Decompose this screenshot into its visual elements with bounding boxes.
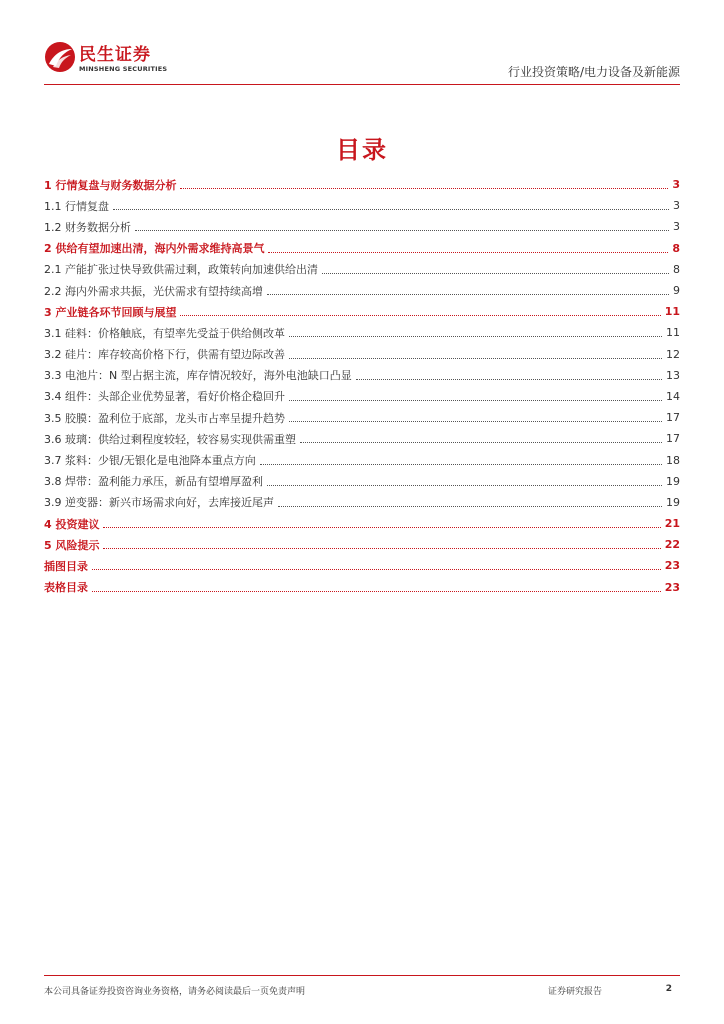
- toc-entry-label: 2.1 产能扩张过快导致供需过剩，政策转向加速供给出清: [44, 263, 318, 277]
- toc-entry-label: 3.1 硅料：价格触底，有望率先受益于供给侧改革: [44, 326, 285, 340]
- toc-entry-page: 13: [666, 368, 680, 382]
- toc-entry-label: 1.1 行情复盘: [44, 199, 109, 213]
- toc-leader-dots: [135, 230, 669, 231]
- toc-entry-page: 11: [664, 305, 680, 319]
- toc-entry-page: 9: [673, 284, 680, 298]
- minsheng-logo-icon: [44, 40, 76, 74]
- toc-leader-dots: [267, 485, 662, 486]
- toc-entry[interactable]: [44, 534, 680, 555]
- toc-entry[interactable]: [44, 471, 680, 492]
- toc-entry-label: 1.2 财务数据分析: [44, 220, 131, 234]
- toc-entry-page: 11: [666, 326, 680, 340]
- toc-leader-dots: [289, 358, 662, 359]
- report-category: 行业投资策略/电力设备及新能源: [507, 65, 680, 79]
- toc-entry-label: 3.2 硅片：库存较高价格下行，供需有望边际改善: [44, 348, 285, 362]
- footer-disclaimer: 本公司具备证券投资咨询业务资格，请务必阅读最后一页免责声明: [44, 987, 306, 997]
- toc-entry-page: 3: [673, 220, 680, 234]
- toc-entry-page: 23: [664, 580, 680, 594]
- toc-entry-page: 19: [666, 495, 680, 509]
- toc-leader-dots: [92, 591, 661, 592]
- toc-leader-dots: [268, 252, 668, 253]
- toc-leader-dots: [289, 336, 662, 337]
- toc-entry[interactable]: [44, 238, 680, 259]
- toc-leader-dots: [289, 400, 662, 401]
- toc-entry-label: 3.3 电池片：N 型占据主流，库存情况较好，海外电池缺口凸显: [44, 369, 352, 383]
- toc-entry[interactable]: [44, 428, 680, 449]
- toc-entry-label: 插图目录: [44, 559, 88, 573]
- toc-leader-dots: [92, 569, 661, 570]
- toc-entry[interactable]: [44, 259, 680, 280]
- toc-entry[interactable]: [44, 492, 680, 513]
- toc-entry-page: 3: [672, 178, 680, 192]
- toc-leader-dots: [180, 315, 660, 316]
- page-title: 目录: [336, 136, 388, 164]
- toc-entry[interactable]: [44, 195, 680, 216]
- toc-entry[interactable]: [44, 449, 680, 470]
- toc-entry[interactable]: [44, 174, 680, 195]
- page-number: 2: [665, 984, 672, 994]
- toc-entry-page: 3: [673, 199, 680, 213]
- toc-leader-dots: [103, 548, 660, 549]
- toc-entry-label: 3.8 焊带：盈利能力承压，新品有望增厚盈利: [44, 475, 263, 489]
- toc-entry-page: 17: [666, 411, 680, 425]
- toc-entry-page: 22: [664, 538, 680, 552]
- toc-entry-page: 18: [666, 453, 680, 467]
- toc-entry-page: 8: [672, 241, 680, 255]
- toc-entry-page: 19: [666, 474, 680, 488]
- toc-leader-dots: [278, 506, 662, 507]
- toc-entry-page: 14: [666, 389, 680, 403]
- toc-entry-label: 3.7 浆料：少银/无银化是电池降本重点方向: [44, 454, 256, 468]
- toc-leader-dots: [260, 464, 662, 465]
- toc-entry-label: 3 产业链各环节回顾与展望: [44, 305, 177, 319]
- toc-entry-label: 3.4 组件：头部企业优势显著，看好价格企稳回升: [44, 390, 285, 404]
- toc-entry-label: 2.2 海内外需求共振，光伏需求有望持续高增: [44, 284, 263, 298]
- toc-leader-dots: [267, 294, 669, 295]
- toc-entry-label: 3.6 玻璃：供给过剩程度较轻，较容易实现供需重塑: [44, 432, 296, 446]
- toc-entry-page: 23: [664, 559, 680, 573]
- brand-name-en: MINSHENG SECURITIES: [79, 65, 168, 73]
- toc-entry-page: 12: [666, 347, 680, 361]
- brand-logo: [44, 40, 174, 76]
- toc-leader-dots: [113, 209, 669, 210]
- toc-entry[interactable]: [44, 216, 680, 237]
- toc-entry[interactable]: [44, 555, 680, 576]
- toc-entry[interactable]: [44, 301, 680, 322]
- toc-entry[interactable]: [44, 280, 680, 301]
- toc-leader-dots: [180, 188, 668, 189]
- toc-leader-dots: [103, 527, 660, 528]
- table-of-contents: [44, 174, 680, 598]
- toc-entry-label: 3.9 逆变器：新兴市场需求向好，去库接近尾声: [44, 496, 274, 510]
- toc-entry[interactable]: [44, 407, 680, 428]
- toc-entry-page: 17: [666, 432, 680, 446]
- toc-entry-label: 表格目录: [44, 581, 88, 595]
- toc-entry-page: 8: [673, 262, 680, 276]
- toc-entry-label: 1 行情复盘与财务数据分析: [44, 178, 177, 192]
- page-header: [0, 0, 724, 90]
- toc-leader-dots: [322, 273, 669, 274]
- toc-leader-dots: [300, 442, 662, 443]
- toc-entry[interactable]: [44, 386, 680, 407]
- header-divider: [44, 84, 680, 85]
- footer-divider: [44, 975, 680, 976]
- toc-entry-label: 4 投资建议: [44, 517, 100, 531]
- toc-entry[interactable]: [44, 322, 680, 343]
- toc-entry-label: 3.5 胶膜：盈利位于底部，龙头市占率呈提升趋势: [44, 411, 285, 425]
- toc-leader-dots: [289, 421, 662, 422]
- toc-entry[interactable]: [44, 577, 680, 598]
- brand-name-cn: 民生证券: [79, 45, 151, 65]
- toc-entry-label: 2 供给有望加速出清，海内外需求维持高景气: [44, 242, 265, 256]
- toc-entry[interactable]: [44, 365, 680, 386]
- footer-doc-type: 证券研究报告: [548, 987, 603, 997]
- toc-entry[interactable]: [44, 344, 680, 365]
- toc-leader-dots: [356, 379, 662, 380]
- toc-entry-page: 21: [664, 517, 680, 531]
- toc-entry[interactable]: [44, 513, 680, 534]
- toc-entry-label: 5 风险提示: [44, 538, 100, 552]
